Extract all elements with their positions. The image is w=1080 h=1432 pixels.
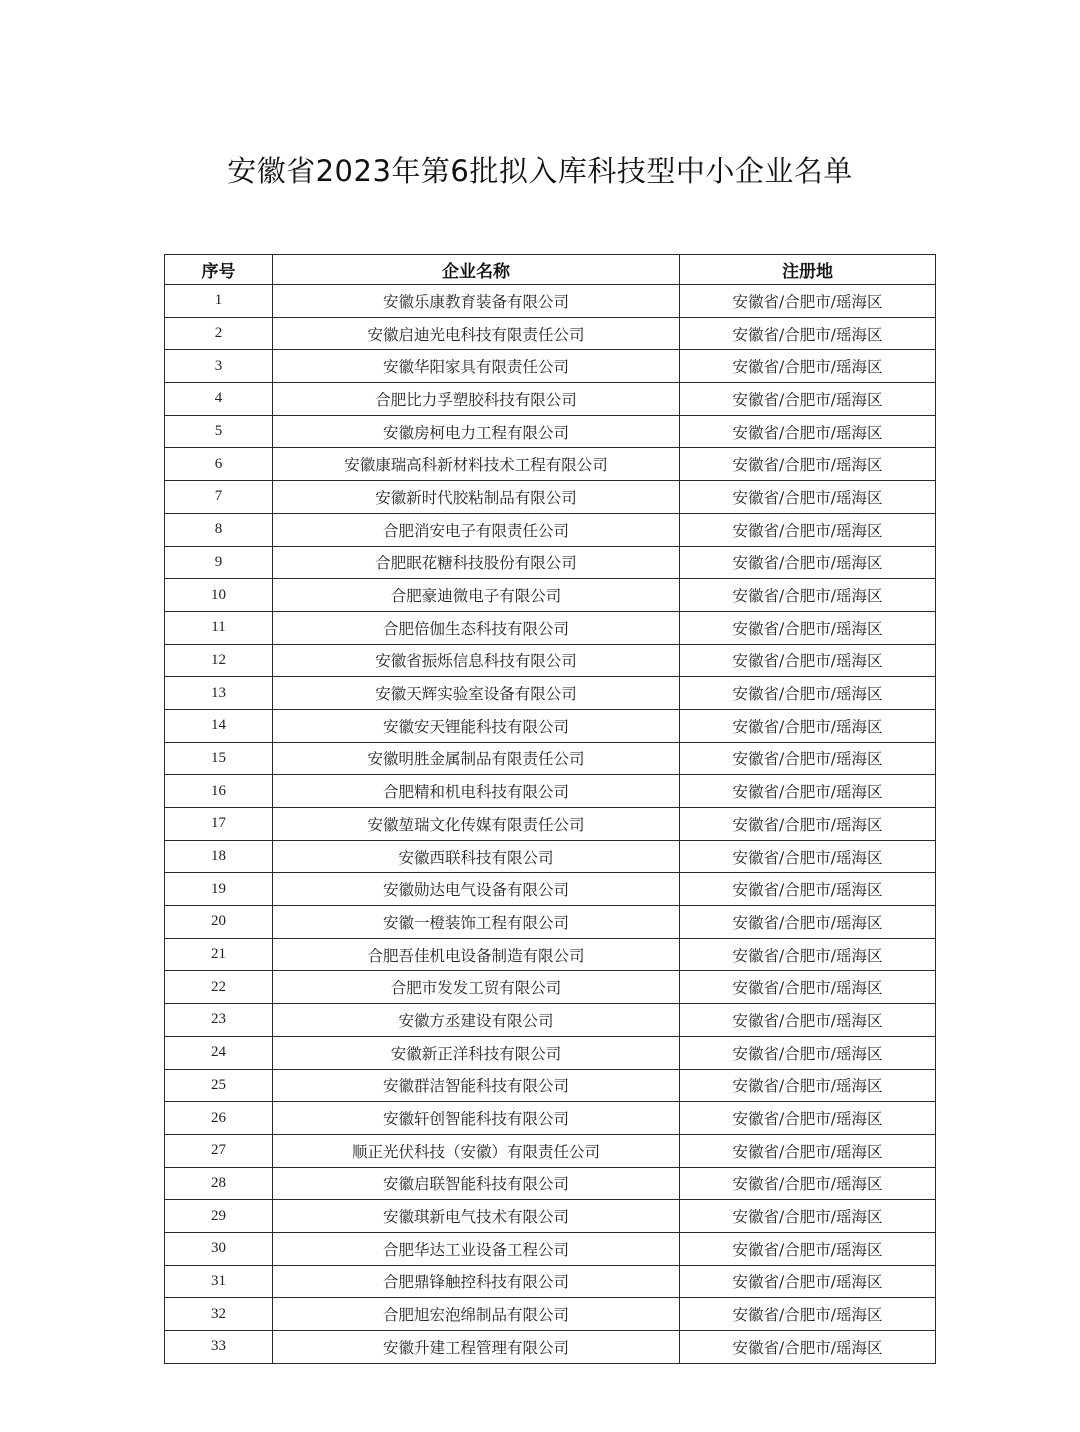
cell-index: 7	[165, 481, 273, 514]
cell-company-name: 安徽启迪光电科技有限责任公司	[273, 317, 680, 350]
table-row	[165, 1004, 936, 1037]
cell-index: 24	[165, 1036, 273, 1069]
cell-company-name: 合肥眠花糖科技股份有限公司	[273, 546, 680, 579]
cell-registered-location: 安徽省/合肥市/瑶海区	[680, 1102, 936, 1135]
table-row	[165, 317, 936, 350]
cell-registered-location: 安徽省/合肥市/瑶海区	[680, 317, 936, 350]
cell-index: 14	[165, 709, 273, 742]
table-row	[165, 546, 936, 579]
table-row	[165, 1331, 936, 1364]
table-row	[165, 938, 936, 971]
cell-company-name: 安徽华阳家具有限责任公司	[273, 350, 680, 383]
cell-index: 11	[165, 611, 273, 644]
cell-company-name: 合肥豪迪微电子有限公司	[273, 579, 680, 612]
table-row	[165, 481, 936, 514]
cell-index: 23	[165, 1004, 273, 1037]
enterprise-table	[164, 254, 936, 1364]
cell-registered-location: 安徽省/合肥市/瑶海区	[680, 415, 936, 448]
cell-index: 20	[165, 906, 273, 939]
cell-registered-location: 安徽省/合肥市/瑶海区	[680, 546, 936, 579]
table-header-row	[165, 255, 936, 285]
table-row	[165, 808, 936, 841]
table-row	[165, 644, 936, 677]
table-row	[165, 1069, 936, 1102]
cell-company-name: 安徽省振烁信息科技有限公司	[273, 644, 680, 677]
table-row	[165, 415, 936, 448]
cell-index: 22	[165, 971, 273, 1004]
cell-index: 31	[165, 1265, 273, 1298]
table-row	[165, 1036, 936, 1069]
cell-index: 18	[165, 840, 273, 873]
cell-registered-location: 安徽省/合肥市/瑶海区	[680, 1134, 936, 1167]
cell-company-name: 安徽新时代胶粘制品有限公司	[273, 481, 680, 514]
table-row	[165, 383, 936, 416]
cell-company-name: 安徽勋达电气设备有限公司	[273, 873, 680, 906]
cell-registered-location: 安徽省/合肥市/瑶海区	[680, 448, 936, 481]
cell-registered-location: 安徽省/合肥市/瑶海区	[680, 1298, 936, 1331]
table-row	[165, 1298, 936, 1331]
table-row	[165, 1232, 936, 1265]
cell-company-name: 安徽新正洋科技有限公司	[273, 1036, 680, 1069]
table-row	[165, 350, 936, 383]
cell-company-name: 安徽启联智能科技有限公司	[273, 1167, 680, 1200]
cell-company-name: 安徽天辉实验室设备有限公司	[273, 677, 680, 710]
cell-index: 28	[165, 1167, 273, 1200]
table-row	[165, 513, 936, 546]
table-row	[165, 873, 936, 906]
cell-company-name: 合肥鼎锋触控科技有限公司	[273, 1265, 680, 1298]
cell-company-name: 安徽堃瑞文化传媒有限责任公司	[273, 808, 680, 841]
cell-registered-location: 安徽省/合肥市/瑶海区	[680, 775, 936, 808]
cell-company-name: 安徽明胜金属制品有限责任公司	[273, 742, 680, 775]
cell-index: 21	[165, 938, 273, 971]
cell-index: 27	[165, 1134, 273, 1167]
cell-company-name: 合肥吾佳机电设备制造有限公司	[273, 938, 680, 971]
table-row	[165, 677, 936, 710]
table-row	[165, 1134, 936, 1167]
cell-company-name: 合肥精和机电科技有限公司	[273, 775, 680, 808]
cell-registered-location: 安徽省/合肥市/瑶海区	[680, 1265, 936, 1298]
cell-index: 2	[165, 317, 273, 350]
table-row	[165, 971, 936, 1004]
cell-index: 10	[165, 579, 273, 612]
cell-index: 33	[165, 1331, 273, 1364]
cell-index: 9	[165, 546, 273, 579]
cell-registered-location: 安徽省/合肥市/瑶海区	[680, 644, 936, 677]
cell-company-name: 合肥消安电子有限责任公司	[273, 513, 680, 546]
cell-registered-location: 安徽省/合肥市/瑶海区	[680, 742, 936, 775]
cell-registered-location: 安徽省/合肥市/瑶海区	[680, 1004, 936, 1037]
cell-company-name: 安徽康瑞高科新材料技术工程有限公司	[273, 448, 680, 481]
table-row	[165, 448, 936, 481]
cell-index: 29	[165, 1200, 273, 1233]
cell-company-name: 安徽群洁智能科技有限公司	[273, 1069, 680, 1102]
cell-index: 5	[165, 415, 273, 448]
cell-registered-location: 安徽省/合肥市/瑶海区	[680, 611, 936, 644]
cell-index: 30	[165, 1232, 273, 1265]
cell-index: 6	[165, 448, 273, 481]
table-row	[165, 1265, 936, 1298]
cell-registered-location: 安徽省/合肥市/瑶海区	[680, 971, 936, 1004]
cell-registered-location: 安徽省/合肥市/瑶海区	[680, 1232, 936, 1265]
cell-company-name: 安徽升建工程管理有限公司	[273, 1331, 680, 1364]
cell-registered-location: 安徽省/合肥市/瑶海区	[680, 808, 936, 841]
table-row	[165, 840, 936, 873]
table-row	[165, 742, 936, 775]
table-row	[165, 1200, 936, 1233]
page-title: 安徽省2023年第6批拟入库科技型中小企业名单	[227, 154, 853, 188]
cell-registered-location: 安徽省/合肥市/瑶海区	[680, 873, 936, 906]
table-row	[165, 709, 936, 742]
cell-company-name: 安徽安天锂能科技有限公司	[273, 709, 680, 742]
cell-company-name: 安徽轩创智能科技有限公司	[273, 1102, 680, 1135]
header-company-name: 企业名称	[273, 255, 680, 285]
table-row	[165, 906, 936, 939]
table-row	[165, 775, 936, 808]
cell-index: 3	[165, 350, 273, 383]
cell-company-name: 合肥比力孚塑胶科技有限公司	[273, 383, 680, 416]
cell-index: 4	[165, 383, 273, 416]
cell-registered-location: 安徽省/合肥市/瑶海区	[680, 579, 936, 612]
cell-registered-location: 安徽省/合肥市/瑶海区	[680, 1200, 936, 1233]
cell-registered-location: 安徽省/合肥市/瑶海区	[680, 383, 936, 416]
cell-registered-location: 安徽省/合肥市/瑶海区	[680, 1036, 936, 1069]
cell-company-name: 安徽一橙装饰工程有限公司	[273, 906, 680, 939]
cell-registered-location: 安徽省/合肥市/瑶海区	[680, 481, 936, 514]
cell-registered-location: 安徽省/合肥市/瑶海区	[680, 906, 936, 939]
cell-company-name: 安徽方丞建设有限公司	[273, 1004, 680, 1037]
table-row	[165, 1102, 936, 1135]
table-row	[165, 1167, 936, 1200]
cell-registered-location: 安徽省/合肥市/瑶海区	[680, 1167, 936, 1200]
cell-company-name: 安徽琪新电气技术有限公司	[273, 1200, 680, 1233]
table-row	[165, 579, 936, 612]
cell-registered-location: 安徽省/合肥市/瑶海区	[680, 350, 936, 383]
cell-company-name: 合肥倍伽生态科技有限公司	[273, 611, 680, 644]
cell-company-name: 顺正光伏科技（安徽）有限责任公司	[273, 1134, 680, 1167]
cell-index: 26	[165, 1102, 273, 1135]
cell-index: 13	[165, 677, 273, 710]
cell-index: 16	[165, 775, 273, 808]
cell-index: 12	[165, 644, 273, 677]
cell-index: 17	[165, 808, 273, 841]
cell-company-name: 合肥市发发工贸有限公司	[273, 971, 680, 1004]
cell-registered-location: 安徽省/合肥市/瑶海区	[680, 1069, 936, 1102]
header-index: 序号	[165, 255, 273, 285]
cell-registered-location: 安徽省/合肥市/瑶海区	[680, 840, 936, 873]
cell-index: 25	[165, 1069, 273, 1102]
cell-registered-location: 安徽省/合肥市/瑶海区	[680, 1331, 936, 1364]
cell-company-name: 合肥华达工业设备工程公司	[273, 1232, 680, 1265]
cell-registered-location: 安徽省/合肥市/瑶海区	[680, 513, 936, 546]
cell-index: 1	[165, 285, 273, 318]
cell-company-name: 安徽西联科技有限公司	[273, 840, 680, 873]
cell-company-name: 安徽房柯电力工程有限公司	[273, 415, 680, 448]
cell-index: 32	[165, 1298, 273, 1331]
cell-index: 8	[165, 513, 273, 546]
cell-company-name: 合肥旭宏泡绵制品有限公司	[273, 1298, 680, 1331]
cell-company-name: 安徽乐康教育装备有限公司	[273, 285, 680, 318]
cell-registered-location: 安徽省/合肥市/瑶海区	[680, 285, 936, 318]
cell-index: 15	[165, 742, 273, 775]
cell-registered-location: 安徽省/合肥市/瑶海区	[680, 677, 936, 710]
cell-registered-location: 安徽省/合肥市/瑶海区	[680, 938, 936, 971]
table-row	[165, 611, 936, 644]
table-row	[165, 285, 936, 318]
cell-registered-location: 安徽省/合肥市/瑶海区	[680, 709, 936, 742]
header-registered-location: 注册地	[680, 255, 936, 285]
cell-index: 19	[165, 873, 273, 906]
table-body	[165, 285, 936, 1364]
